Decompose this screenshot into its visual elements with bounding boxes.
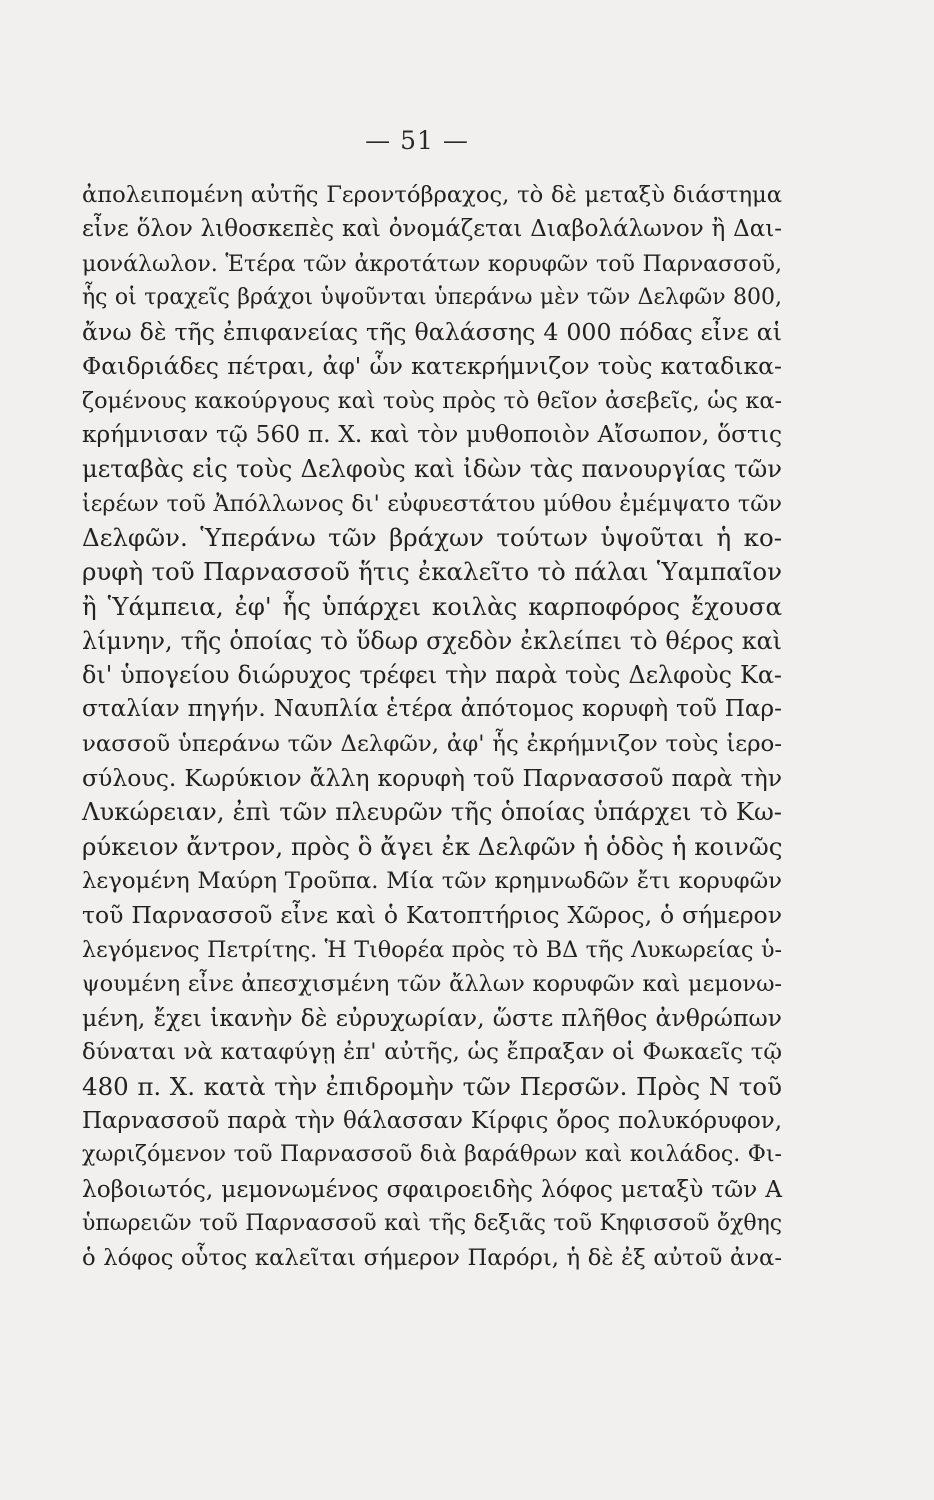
text-line: ψουμένη εἶνε ἀπεσχισμένη τῶν ἄλλων κορυφῶν καὶ μεμονω-: [82, 970, 782, 997]
text-line: ἢ Ὑάμπεια, ἐφ' ἧς ὑπάρχει κοιλὰς καρποφόρος ἔχουσα: [82, 591, 782, 621]
text-line: ρυφὴ τοῦ Παρνασσοῦ ἥτις ἐκαλεῖτο τὸ πάλαι Ὑαμπαῖον: [82, 557, 782, 587]
text-line: ρύκειον ἄντρον, πρὸς ὃ ἄγει ἐκ Δελφῶν ἡ ὁδὸς ἡ κοινῶς: [82, 831, 783, 861]
page-number: — 51 —: [365, 126, 469, 155]
text-line: ἀπολειπομένη αὐτῆς Γεροντόβραχος, τὸ δὲ μεταξὺ διάστημα: [82, 182, 782, 208]
text-line: χωριζόμενον τοῦ Παρνασσοῦ διὰ βαράθρων καὶ κοιλάδος. Φι-: [82, 1142, 782, 1168]
text-line: ἄνω δὲ τῆς ἐπιφανείας τῆς θαλάσσης 4 000 πόδας εἶνε αἱ: [82, 318, 782, 347]
text-line: κρήμνισαν τῷ 560 π. Χ. καὶ τὸν μυθοποιὸν Αἴσωπον, ὅστις: [82, 421, 782, 449]
text-line: 480 π. Χ. κατὰ τὴν ἐπιδρομὴν τῶν Περσῶν. Πρὸς Ν τοῦ: [82, 1071, 782, 1101]
text-line: λεγομένη Μαύρη Τροῦπα. Μία τῶν κρημνωδῶν ἔτι κορυφῶν: [82, 867, 782, 894]
text-line: σταλίαν πηγήν. Ναυπλία ἑτέρα ἀπότομος κορυφὴ τοῦ Παρ-: [82, 696, 782, 723]
text-line: δύναται νὰ καταφύγῃ ἐπ' αὐτῆς, ὡς ἔπραξαν οἱ Φωκαεῖς τῷ: [82, 1039, 782, 1066]
text-line: νασσοῦ ὑπεράνω τῶν Δελφῶν, ἀφ' ἧς ἐκρήμνιζον τοὺς ἱερο-: [82, 730, 782, 757]
text-line: ὁ λόφος οὗτος καλεῖται σήμερον Παρόρι, ἡ δὲ ἐξ αὐτοῦ ἀνα-: [82, 1245, 782, 1272]
text-line: Φαιδριάδες πέτραι, ἀφ' ὧν κατεκρήμνιζον τοὺς καταδικα-: [82, 352, 782, 381]
text-line: λοβοιωτός, μεμονωμένος σφαιροειδὴς λόφος μεταξὺ τῶν Α: [82, 1175, 782, 1203]
text-line: λεγόμενος Πετρίτης. Ἡ Τιθορέα πρὸς τὸ ΒΔ τῆς Λυκωρείας ὑ-: [82, 936, 782, 963]
text-line: δι' ὑπογείου διώρυχος τρέφει τὴν παρὰ τοὺς Δελφοὺς Κα-: [82, 661, 782, 690]
text-line: σύλους. Κωρύκιον ἄλλη κορυφὴ τοῦ Παρνασσοῦ παρὰ τὴν: [82, 764, 782, 793]
text-line: Δελφῶν. Ὑπεράνω τῶν βράχων τούτων ὑψοῦται ἡ κο-: [82, 522, 782, 552]
text-line: Λυκώρειαν, ἐπὶ τῶν πλευρῶν τῆς ὁποίας ὑπάρχει τὸ Κω-: [82, 797, 782, 827]
body-text: [82, 178, 782, 1276]
text-line: ὑπωρειῶν τοῦ Παρνασσοῦ καὶ τῆς δεξιᾶς τοῦ Κηφισσοῦ ὄχθης: [82, 1210, 782, 1236]
text-line: εἶνε ὅλον λιθοσκεπὲς καὶ ὀνομάζεται Διαβολάλωνον ἢ Δαι-: [82, 216, 782, 243]
text-line: ἧς οἱ τραχεῖς βράχοι ὑψοῦνται ὑπεράνω μὲν τῶν Δελφῶν 800,: [82, 284, 782, 310]
text-line: μένη, ἔχει ἱκανὴν δὲ εὐρυχωρίαν, ὥστε πλῆθος ἀνθρώπων: [82, 1004, 782, 1033]
text-line: τοῦ Παρνασσοῦ εἶνε καὶ ὁ Κατοπτήριος Χῶρος, ὁ σήμερον: [82, 901, 782, 930]
text-line: μονάλωλον. Ἑτέρα τῶν ἀκροτάτων κορυφῶν τοῦ Παρνασσοῦ,: [82, 250, 782, 277]
text-line: Παρνασσοῦ παρὰ τὴν θάλασσαν Κίρφις ὄρος πολυκόρυφον,: [82, 1108, 782, 1135]
text-line: ζομένους κακούργους καὶ τοὺς πρὸς τὸ θεῖον ἀσεβεῖς, ὡς κα-: [82, 387, 782, 414]
text-line: λίμνην, τῆς ὁποίας τὸ ὕδωρ σχεδὸν ἐκλείπει τὸ θέρος καὶ: [82, 626, 782, 655]
text-line: ἱερέων τοῦ Ἀπόλλωνος δι' εὐφυεστάτου μύθου ἐμέμψατο τῶν: [82, 490, 782, 517]
text-line: μεταβὰς εἰς τοὺς Δελφοὺς καὶ ἰδὼν τὰς πανουργίας τῶν: [82, 455, 782, 484]
